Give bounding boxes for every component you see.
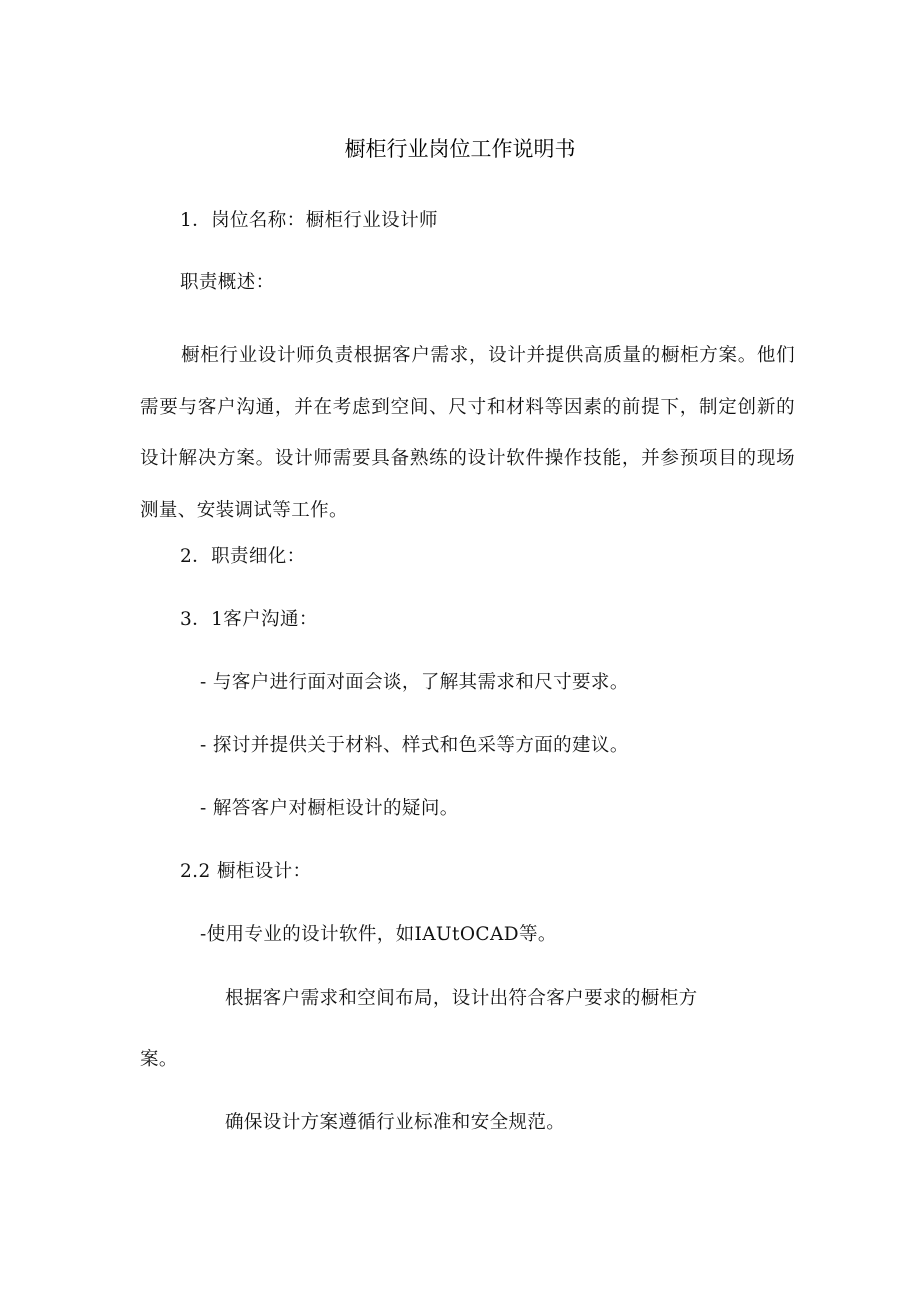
overview-label: 职责概述： bbox=[180, 272, 275, 293]
section-responsibilities: 2．职责细化： bbox=[180, 546, 306, 567]
bullet-item: - 与客户进行面对面会谈，了解其需求和尺寸要求。 bbox=[200, 672, 629, 693]
section-customer-communication: 3．1客户沟通： bbox=[180, 609, 318, 630]
standards-line: 确保设计方案遵循行业标准和安全规范。 bbox=[225, 1112, 566, 1133]
design-line-continuation: 案。 bbox=[140, 1049, 178, 1070]
section-job-title: 1．岗位名称：橱柜行业设计师 bbox=[180, 210, 438, 231]
bullet-item: - 解答客户对橱柜设计的疑问。 bbox=[200, 798, 459, 819]
software-line: -使用专业的设计软件，如IAUtOCAD等。 bbox=[200, 924, 557, 945]
overview-paragraph: 橱柜行业设计师负责根据客户需求，设计并提供高质量的橱柜方案。他们需要与客户沟通，并在考虑到空间、尺寸和材料等因素的前提下，制定创新的设计解决方案。设计师需要具备熟练的设计软件操作技能，并参预项目的现场测量、安装调试等工作。 bbox=[140, 345, 795, 521]
bullet-item: - 探讨并提供关于材料、样式和色采等方面的建议。 bbox=[200, 735, 629, 756]
design-line: 根据客户需求和空间布局，设计出符合客户要求的橱柜方 bbox=[225, 988, 698, 1009]
document-title: 橱柜行业岗位工作说明书 bbox=[344, 137, 576, 161]
section-cabinet-design: 2.2 橱柜设计： bbox=[180, 861, 312, 882]
